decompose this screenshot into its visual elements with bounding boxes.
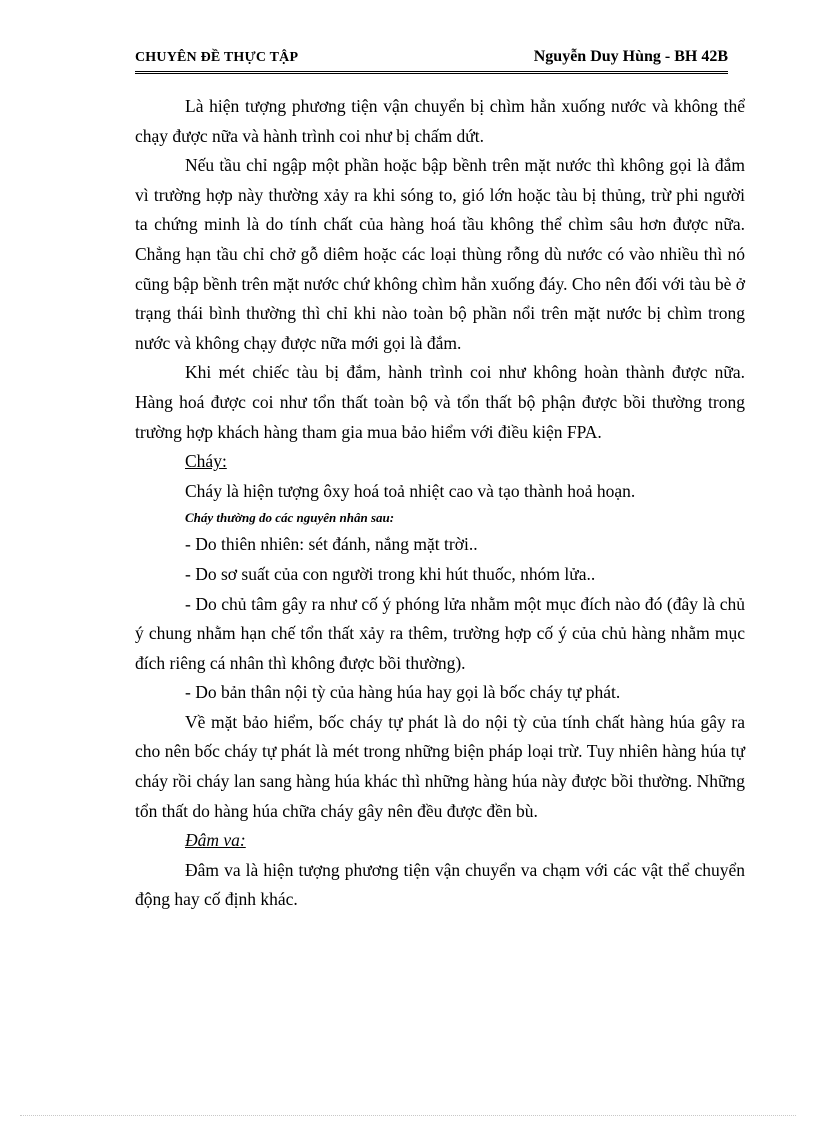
paragraph-partial-flooding: Nếu tầu chỉ ngập một phần hoặc bập bềnh trên mặt nước thì không gọi là đắm vì trường hợp này thường xảy ra khi sóng to, gió lớn hoặc tàu bị thủng, trừ phi người ta chứng minh là do tính chất của hàng hoá tầu không thể chìm sâu hơn được nữa. Chẳng hạn tầu chỉ chở gỗ diêm hoặc các loại thùng rỗng dù nước có vào nhiều thì nó cũng bập bềnh trên mặt nước chứ không chìm hẳn xuống đáy. Cho nên đối với tàu bè ở trạng thái bình thường thì chỉ khi nào toàn bộ phần nổi trên mặt nước bị chìm trong nước và không chạy được nữa mới gọi là đắm. xyxy=(135,155,745,353)
heading-fire-text: Cháy: xyxy=(185,451,227,472)
list-item-cause-negligence: - Do sơ suất của con người trong khi hút thuốc, nhóm lửa.. xyxy=(185,563,596,584)
header-rule xyxy=(135,71,728,74)
heading-collision xyxy=(135,826,745,856)
subheading-fire-causes: Cháy thường do các nguyên nhân sau: xyxy=(185,510,395,526)
list-item-cause-intentional: - Do chủ tâm gây ra như cố ý phóng lửa nhằm một mục đích nào đó (đây là chủ ý chung nhằm hạn chế tổn thất xảy ra thêm, trường hợp cố ý của chủ hàng nhằm mục đích riêng cá nhân thì không được bồi thường). xyxy=(135,593,745,673)
list-item-cause-inherent-vice: - Do bản thân nội tỳ của hàng húa hay gọi là bốc cháy tự phát. xyxy=(185,682,621,703)
paragraph-collision-definition: Đâm va là hiện tượng phương tiện vận chuyển va chạm với các vật thể chuyển động hay cố định khác. xyxy=(135,859,745,910)
paragraph-fire-definition: Cháy là hiện tượng ôxy hoá toả nhiệt cao và tạo thành hoả hoạn. xyxy=(185,480,636,501)
list-item-cause-nature: - Do thiên nhiên: sét đánh, nắng mặt trời.. xyxy=(185,534,478,555)
paragraph-sinking-definition: Là hiện tượng phương tiện vận chuyển bị chìm hẳn xuống nước và không thể chạy được nữa và hành trình coi như bị chấm dứt. xyxy=(135,96,745,146)
header-document-type: CHUYÊN ĐỀ THỰC TẬP xyxy=(135,50,299,65)
heading-fire xyxy=(135,447,745,477)
paragraph-sinking-consequence: Khi mét chiếc tàu bị đắm, hành trình coi như không hoàn thành được nữa. Hàng hoá được coi như tổn thất toàn bộ và tổn thất bộ phận được bồi thường trong trường hợp khách hàng tham gia mua bảo hiểm với điều kiện FPA. xyxy=(135,362,745,442)
page-bottom-border xyxy=(20,1115,796,1116)
paragraph-fire-insurance: Về mặt bảo hiểm, bốc cháy tự phát là do nội tỳ của tính chất hàng húa gây ra cho nên bốc cháy tự phát là mét trong những biện pháp loại trừ. Tuy nhiên hàng húa tự cháy rồi cháy lan sang hàng húa khác thì những hàng húa này được bồi thường. Những tổn thất do hàng húa chữa cháy gây nên đều được đền bù. xyxy=(135,711,745,821)
heading-collision-text: Đâm va: xyxy=(185,830,246,851)
page-header xyxy=(135,48,728,66)
header-author: Nguyễn Duy Hùng - BH 42B xyxy=(533,48,728,65)
document-body xyxy=(135,92,745,915)
